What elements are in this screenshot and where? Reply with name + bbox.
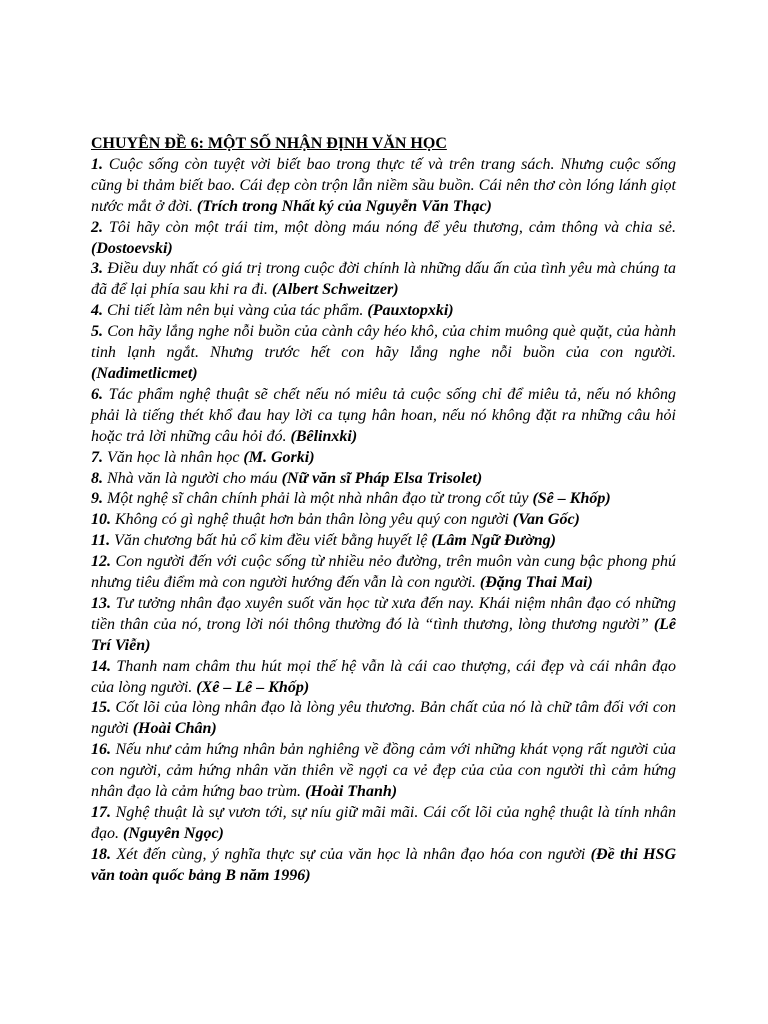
quote-text: Cuộc sống còn tuyệt vời biết bao trong thực tế và trên trang sách. Nhưng cuộc sống cũng bi thảm biết bao. Cái đẹp còn trộn lẫn niềm sầu buồn. Cái nên thơ còn lóng lánh giọt nước mắt ở đời. bbox=[91, 155, 677, 215]
quote-text: Văn học là nhân học bbox=[107, 448, 240, 466]
quote-text: Con người đến với cuộc sống từ nhiều nẻo đường, trên muôn vàn cung bậc phong phú nhưng tiêu điểm mà con người hướng đến vẫn là con người. bbox=[91, 553, 677, 592]
quote-author: (Van Gốc) bbox=[512, 511, 580, 529]
quote-item bbox=[91, 301, 676, 322]
quote-author: (Dostoevski) bbox=[91, 239, 173, 257]
quote-item bbox=[91, 259, 676, 301]
quote-number: 13. bbox=[91, 594, 111, 612]
quote-item bbox=[91, 657, 676, 699]
quote-item bbox=[91, 448, 676, 469]
quote-text: Tác phẩm nghệ thuật sẽ chết nếu nó miêu tả cuộc sống chỉ để miêu tả, nếu nó không phải là tiếng thét khổ đau hay lời ca tụng hân hoan, nếu nó không đặt ra những câu hỏi hoặc trả lời những câu hỏi đó. bbox=[91, 385, 677, 445]
quote-author: (Xê – Lê – Khốp) bbox=[196, 678, 310, 696]
quote-text: Tôi hãy còn một trái tim, một dòng máu nóng để yêu thương, cảm thông và chia sẻ. bbox=[109, 218, 676, 236]
quote-number: 14. bbox=[91, 657, 111, 675]
quote-number: 16. bbox=[91, 741, 111, 759]
quote-text: Tư tưởng nhân đạo xuyên suốt văn học từ xưa đến nay. Khái niệm nhân đạo có những tiền thân của nó, trong lời nói thông thường đó là “tình thương, lòng thương người” bbox=[91, 594, 676, 633]
quote-item bbox=[91, 594, 676, 657]
quote-number: 2. bbox=[91, 218, 103, 236]
quote-text: Con hãy lắng nghe nỗi buồn của cành cây héo khô, của chim muông què quặt, của hành tinh lạnh ngắt. Nhưng trước hết con hãy lắng nghe nỗi buồn của con người. bbox=[91, 323, 676, 362]
quote-author: (Albert Schweitzer) bbox=[271, 281, 399, 299]
quote-list bbox=[91, 155, 676, 887]
quote-text: Cốt lõi của lòng nhân đạo là lòng yêu thương. Bản chất của nó là chữ tâm đối với con người bbox=[91, 699, 677, 738]
quote-author: (Lê Trí Viễn) bbox=[91, 615, 677, 654]
quote-number: 10. bbox=[91, 511, 111, 529]
quote-number: 18. bbox=[91, 845, 111, 863]
quote-number: 17. bbox=[91, 804, 111, 821]
quote-author: (Hoài Thanh) bbox=[305, 783, 398, 801]
quote-number: 6. bbox=[91, 385, 103, 403]
quote-number: 3. bbox=[91, 260, 103, 278]
quote-author: (Lâm Ngữ Đường) bbox=[431, 532, 556, 550]
quote-text: Nghệ thuật là sự vươn tới, sự níu giữ mãi mãi. Cái cốt lõi của nghệ thuật là tính nhân đạo. bbox=[91, 804, 677, 842]
quote-number: 9. bbox=[91, 490, 103, 508]
quote-item bbox=[91, 531, 676, 552]
quote-text: Xét đến cùng, ý nghĩa thực sự của văn học là nhân đạo hóa con người bbox=[116, 845, 586, 863]
quote-author: (Hoài Chân) bbox=[132, 720, 217, 738]
quote-item bbox=[91, 845, 676, 887]
quote-item bbox=[91, 322, 676, 385]
quote-text: Nếu như cảm hứng nhân bản nghiêng về đồng cảm với những khát vọng rất người của con người, cảm hứng nhân văn thiên về ngợi ca vẻ đẹp của của con người thì cảm hứng nhân đạo là cảm hứng bao trùm. bbox=[91, 741, 677, 801]
quote-number: 7. bbox=[91, 448, 103, 466]
quote-text: Nhà văn là người cho máu bbox=[107, 469, 278, 487]
quote-item bbox=[91, 469, 676, 490]
quote-author: (Pauxtopxki) bbox=[367, 302, 454, 320]
quote-number: 11. bbox=[91, 532, 111, 550]
page-title: CHUYÊN ĐỀ 6: MỘT SỐ NHẬN ĐỊNH VĂN HỌC bbox=[91, 135, 447, 152]
quote-author: (Đề thi HSG văn toàn quốc bảng B năm 1996) bbox=[91, 845, 677, 884]
quote-text: Văn chương bất hủ cổ kim đều viết bằng huyết lệ bbox=[114, 532, 428, 550]
quote-number: 12. bbox=[91, 553, 111, 571]
quote-number: 15. bbox=[91, 699, 111, 717]
quote-text: Chi tiết làm nên bụi vàng của tác phẩm. bbox=[107, 302, 364, 320]
quote-author: (Bêlinxki) bbox=[290, 427, 358, 445]
quote-item bbox=[91, 385, 676, 448]
quote-author: (Nữ văn sĩ Pháp Elsa Trisolet) bbox=[281, 469, 483, 487]
quote-text: Điều duy nhất có giá trị trong cuộc đời chính là những dấu ấn của tình yêu mà chúng ta đã để lại phía sau khi ra đi. bbox=[91, 260, 677, 299]
quote-item bbox=[91, 740, 676, 803]
quote-number: 4. bbox=[91, 302, 103, 320]
quote-text: Không có gì nghệ thuật hơn bản thân lòng yêu quý con người bbox=[115, 511, 509, 529]
quote-item bbox=[91, 218, 676, 260]
quote-text: Một nghệ sĩ chân chính phải là một nhà nhân đạo từ trong cốt tủy bbox=[107, 490, 529, 508]
quote-author: (Nguyên Ngọc) bbox=[123, 824, 224, 842]
quote-text: Thanh nam châm thu hút mọi thế hệ vẫn là cái cao thượng, cái đẹp và cái nhân đạo của lòng người. bbox=[91, 657, 676, 696]
quote-item bbox=[91, 698, 676, 740]
quote-author: (Sê – Khốp) bbox=[532, 490, 611, 508]
quote-item bbox=[91, 552, 676, 594]
quote-author: (Trích trong Nhất ký của Nguyễn Văn Thạc) bbox=[196, 197, 492, 215]
quote-item bbox=[91, 510, 676, 531]
quote-author: (Đặng Thai Mai) bbox=[479, 574, 593, 592]
quote-item bbox=[91, 489, 676, 510]
quote-number: 8. bbox=[91, 469, 103, 487]
quote-item bbox=[91, 155, 676, 218]
quote-item bbox=[91, 803, 676, 845]
quote-number: 1. bbox=[91, 155, 103, 173]
quote-author: (M. Gorki) bbox=[243, 448, 315, 466]
quote-number: 5. bbox=[91, 323, 103, 341]
quote-author: (Nadimetlicmet) bbox=[91, 364, 198, 382]
